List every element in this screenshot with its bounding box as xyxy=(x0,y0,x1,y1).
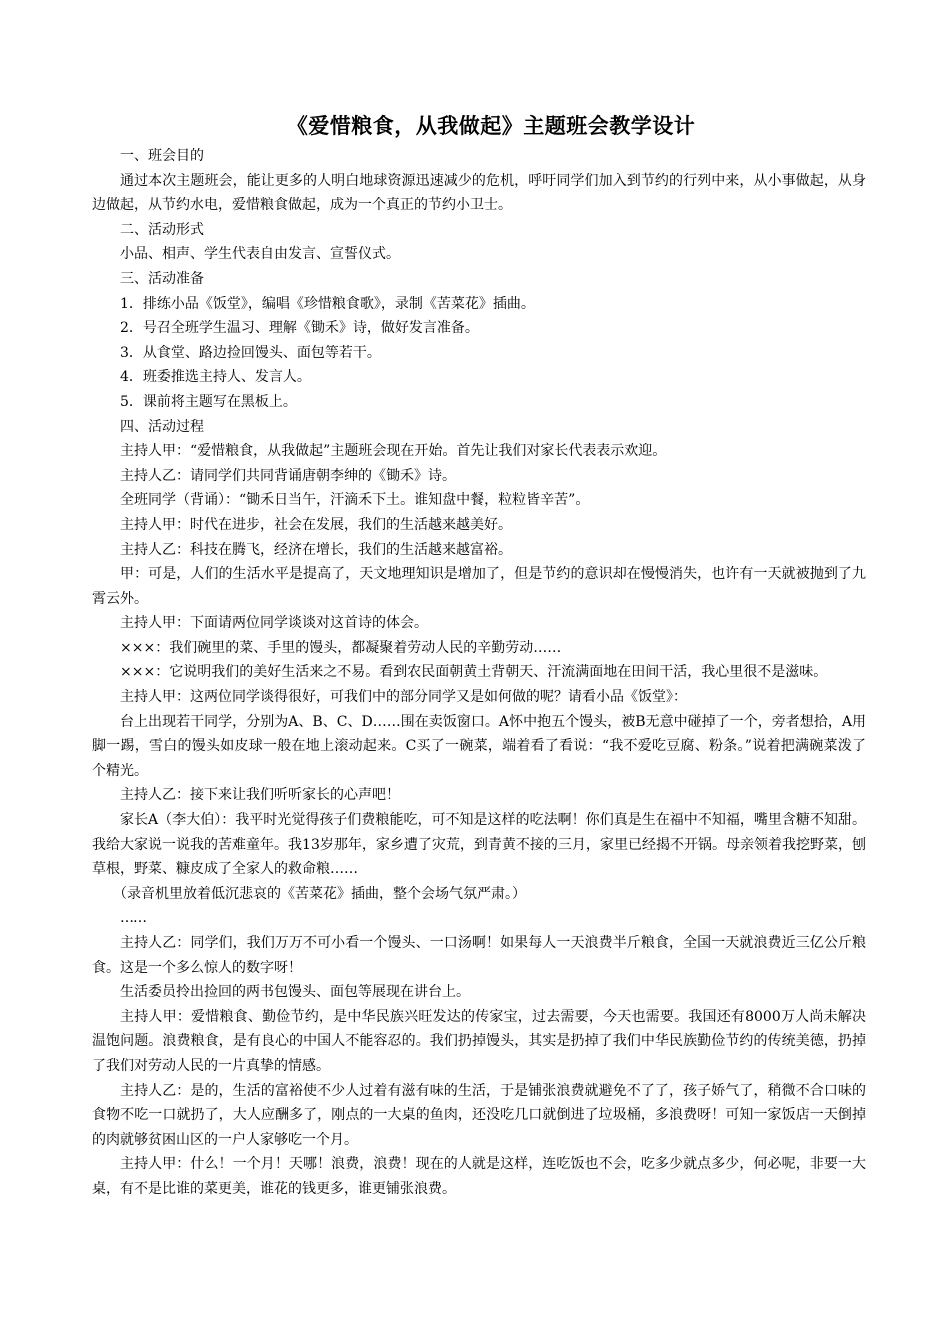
section-heading-process: 四、活动过程 xyxy=(120,418,204,435)
list-item: 1．排练小品《饭堂》，编唱《珍惜粮食歌》，录制《苦菜花》插曲。 xyxy=(120,295,535,312)
paragraph: 主持人甲：时代在进步，社会在发展，我们的生活越来越美好。 xyxy=(120,516,512,533)
paragraph: 小品、相声、学生代表自由发言、宣誓仪式。 xyxy=(120,246,400,263)
stage-direction: （录音机里放着低沉悲哀的《苦菜花》插曲，整个会场气氛严肃。） xyxy=(113,885,526,902)
document-page xyxy=(92,108,866,1202)
paragraph: 主持人甲：爱惜粮食、勤俭节约，是中华民族兴旺发达的传家宝，过去需要，今天也需要。我国还有8000万人尚未解决温饱问题。浪费粮食，是有良心的中国人不能容忍的。我们扔掉馒头，其实是扔掉了我们中华民族勤俭节约的传统美德，扔掉了我们对劳动人民的一片真挚的情感。 xyxy=(92,1008,866,1074)
paragraph: 通过本次主题班会，能让更多的人明白地球资源迅速减少的危机，呼吁同学们加入到节约的行列中来，从小事做起，从身边做起，从节约水电，爱惜粮食做起，成为一个真正的节约小卫士。 xyxy=(92,172,866,214)
paragraph: 主持人甲：这两位同学谈得很好，可我们中的部分同学又是如何做的呢？请看小品《饭堂》： xyxy=(120,689,687,706)
list-item: 2．号召全班学生温习、理解《锄禾》诗，做好发言准备。 xyxy=(120,320,479,337)
paragraph: 主持人乙：是的，生活的富裕使不少人过着有滋有味的生活，于是铺张浪费就避免不了了，孩子娇气了，稍微不合口味的食物不吃一口就扔了，大人应酬多了，刚点的一大桌的鱼肉，还没吃几口就倒进了垃圾桶，多浪费呀！可知一家饭店一天倒掉的肉就够贫困山区的一户人家够吃一个月。 xyxy=(92,1082,866,1148)
paragraph: 主持人乙：接下来让我们听听家长的心声吧！ xyxy=(120,787,400,804)
paragraph: 台上出现若干同学，分别为A、B、C、D……围在卖饭窗口。A怀中抱五个馒头，被B无意中碰掉了一个，旁者想拾，A用脚一踢，雪白的馒头如皮球一般在地上滚动起来。C买了一碗菜，端着看了看说：“我不爱吃豆腐、粉条。”说着把满碗菜泼了个精光。 xyxy=(92,713,866,779)
paragraph: 主持人乙：请同学们共同背诵唐朝李绅的《锄禾》诗。 xyxy=(120,467,456,484)
ellipsis-line: …… xyxy=(120,910,146,927)
paragraph: ×××：它说明我们的美好生活来之不易。看到农民面朝黄土背朝天、汗流满面地在田间干活，我心里很不是滋味。 xyxy=(120,664,828,681)
paragraph: 家长A（李大伯）：我平时光觉得孩子们费粮能吃，可不知是这样的吃法啊！你们真是生在福中不知福，嘴里含糖不知甜。我给大家说一说我的苦难童年。我13岁那年，家乡遭了灾荒，到青黄不接的三月，家里已经揭不开锅。母亲领着我挖野菜，刨草根，野菜、糠皮成了全家人的救命粮…… xyxy=(92,812,866,878)
section-heading-purpose: 一、班会目的 xyxy=(120,148,204,164)
paragraph: 主持人甲：“爱惜粮食，从我做起”主题班会现在开始。首先让我们对家长代表表示欢迎。 xyxy=(120,443,667,460)
paragraph: 主持人乙：同学们，我们万万不可小看一个馒头、一口汤啊！如果每人一天浪费半斤粮食，全国一天就浪费近三亿公斤粮食。这是一个多么惊人的数字呀！ xyxy=(92,935,866,976)
paragraph: 主持人甲：下面请两位同学谈谈对这首诗的体会。 xyxy=(120,615,428,632)
paragraph: 生活委员拎出捡回的两书包馒头、面包等展现在讲台上。 xyxy=(120,984,470,1001)
paragraph: 甲：可是，人们的生活水平是提高了，天文地理知识是增加了，但是节约的意识却在慢慢消失，也许有一天就被抛到了九霄云外。 xyxy=(92,566,866,607)
document-body xyxy=(92,144,866,1202)
paragraph: 主持人甲：什么！一个月！天哪！浪费，浪费！现在的人就是这样，连吃饭也不会，吃多少就点多少，何必呢，非要一大桌，有不是比谁的菜更美，谁花的钱更多，谁更铺张浪费。 xyxy=(92,1156,866,1197)
paragraph: ×××：我们碗里的菜、手里的馒头，都凝聚着劳动人民的辛勤劳动…… xyxy=(120,639,562,656)
paragraph: 全班同学（背诵）：“锄禾日当午，汗滴禾下土。谁知盘中餐，粒粒皆辛苦”。 xyxy=(120,492,590,509)
section-heading-format: 二、活动形式 xyxy=(120,221,204,238)
list-item: 3．从食堂、路边捡回馒头、面包等若干。 xyxy=(120,344,381,361)
section-heading-preparation: 三、活动准备 xyxy=(120,270,204,287)
list-item: 5．课前将主题写在黑板上。 xyxy=(120,393,297,410)
list-item: 4．班委推选主持人、发言人。 xyxy=(120,369,311,386)
paragraph: 主持人乙：科技在腾飞，经济在增长，我们的生活越来越富裕。 xyxy=(120,541,512,558)
document-title: 《爱惜粮食，从我做起》主题班会教学设计 xyxy=(286,114,696,138)
